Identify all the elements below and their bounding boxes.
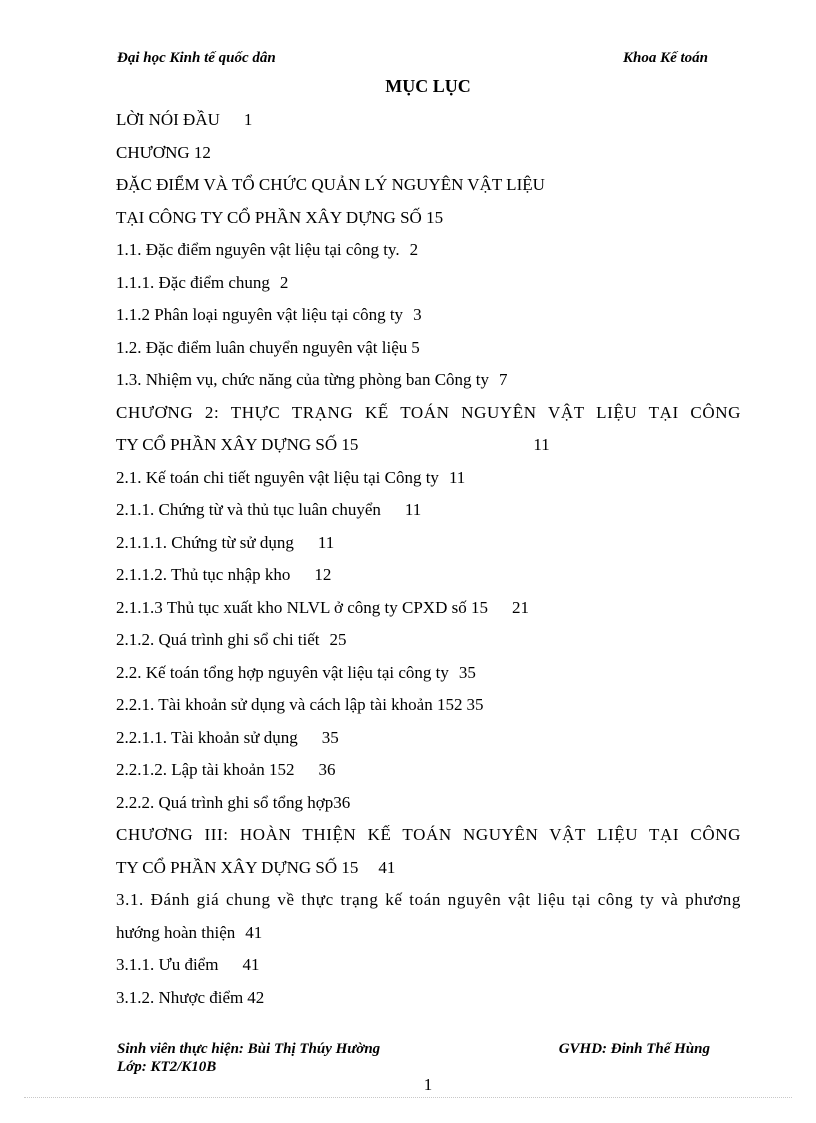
toc-entry-page: 2: [279, 272, 289, 292]
toc-entry-text: 1.1.1. Đặc điểm chung: [116, 272, 270, 292]
footer-class: Lớp: KT2/K10B: [117, 1059, 217, 1075]
toc-entry-text: 2.2.2. Quá trình ghi sổ tổng hợp: [116, 792, 334, 812]
toc-entry: [116, 397, 741, 430]
toc-entry-page: 11: [448, 467, 466, 487]
toc-entry: [116, 332, 741, 365]
toc-entry-text: 2.1.1. Chứng từ và thủ tục luân chuyển: [116, 500, 381, 519]
toc-entry: [116, 852, 741, 885]
page-bottom-divider: [24, 1097, 792, 1098]
toc-entry-page: 21: [511, 597, 529, 617]
toc-entry-text: 1.3. Nhiệm vụ, chức năng của từng phòng ban Công ty: [116, 370, 490, 389]
toc-entry-page: 11: [317, 532, 335, 552]
toc-entry-page: 36: [318, 760, 336, 779]
toc-entry-page: 2: [202, 142, 211, 162]
toc-entry-text: 2.1.1.1. Chứng từ sử dụng: [116, 532, 294, 552]
toc-entry-page: 11: [533, 435, 550, 454]
toc-entry: [116, 917, 741, 950]
toc-entry-text: CHƯƠNG 2: THỰC TRẠNG KẾ TOÁN NGUYÊN VẬT LIỆU TẠI CÔNG: [116, 402, 741, 422]
toc-entry-text: 2.1. Kế toán chi tiết nguyên vật liệu tại Công ty: [116, 467, 439, 487]
toc-entry-text: TY CỔ PHẦN XÂY DỰNG SỐ 15: [116, 435, 359, 454]
toc-entry-text: CHƯƠNG III: HOÀN THIỆN KẾ TOÁN NGUYÊN VẬT LIỆU TẠI CÔNG: [116, 825, 741, 844]
table-of-contents: [116, 104, 741, 1014]
footer-advisor: GVHD: Đinh Thế Hùng: [558, 1041, 710, 1057]
toc-entry-page: 42: [247, 987, 265, 1007]
page-footer: [117, 1040, 710, 1076]
page-number: 1: [423, 1075, 433, 1094]
toc-entry: [116, 137, 741, 170]
toc-entry-page: 2: [409, 240, 419, 259]
toc-entry-page: 35: [321, 727, 339, 747]
toc-entry: [116, 462, 741, 495]
toc-entry: [116, 722, 741, 755]
toc-entry: [116, 104, 741, 137]
toc-entry: [116, 949, 741, 982]
toc-entry-page: 41: [242, 955, 260, 974]
toc-entry: [116, 689, 741, 722]
toc-entry: [116, 624, 741, 657]
toc-entry: [116, 754, 741, 787]
toc-entry-text: 3.1.1. Ưu điểm: [116, 955, 219, 974]
toc-entry: [116, 819, 741, 852]
toc-entry-text: 2.1.1.2. Thủ tục nhập kho: [116, 565, 291, 584]
toc-entry-page: 35: [466, 695, 484, 714]
toc-entry-text: ĐẶC ĐIỂM VÀ TỔ CHỨC QUẢN LÝ NGUYÊN VẬT LIỆU: [116, 175, 545, 194]
toc-entry-text: 3.1. Đánh giá chung về thực trạng kế toán nguyên vật liệu tại công ty và phương: [116, 890, 741, 909]
toc-entry-page: 25: [329, 630, 347, 649]
toc-entry-text: 1.2. Đặc điểm luân chuyển nguyên vật liệu: [116, 337, 408, 357]
toc-entry-page: 12: [314, 565, 332, 584]
toc-entry-page: 3: [413, 305, 422, 324]
header-faculty: Khoa Kế toán: [622, 50, 708, 66]
toc-entry-page: 41: [245, 922, 263, 942]
toc-entry: [116, 299, 741, 332]
toc-entry: [116, 267, 741, 300]
toc-entry-text: 3.1.2. Nhược điểm: [116, 987, 244, 1007]
toc-entry-page: 41: [378, 857, 396, 877]
toc-entry: [116, 429, 741, 462]
toc-entry-text: 2.2.1.2. Lập tài khoản 152: [116, 760, 295, 779]
toc-entry: [116, 527, 741, 560]
toc-entry: [116, 169, 741, 202]
header-university: Đại học Kinh tế quốc dân: [117, 50, 276, 66]
toc-entry-text: 1.1. Đặc điểm nguyên vật liệu tại công ty.: [116, 240, 400, 259]
toc-entry: [116, 884, 741, 917]
toc-entry-page: 7: [499, 370, 508, 389]
toc-entry-page: 1: [243, 110, 253, 129]
toc-entry-text: hướng hoàn thiện: [116, 922, 236, 942]
toc-entry-text: 2.1.1.3 Thủ tục xuất kho NLVL ở công ty CPXD số 15: [116, 597, 488, 617]
toc-entry-page: 35: [458, 662, 476, 682]
toc-entry: [116, 982, 741, 1015]
toc-entry-text: LỜI NÓI ĐẦU: [116, 110, 220, 129]
toc-entry-page: 36: [333, 792, 351, 812]
toc-entry-text: CHƯƠNG 1: [116, 142, 203, 162]
toc-entry: [116, 657, 741, 690]
toc-entry: [116, 592, 741, 625]
toc-entry: [116, 787, 741, 820]
footer-student: Sinh viên thực hiện: Bùi Thị Thúy Hường: [117, 1041, 381, 1057]
toc-entry-page: 11: [404, 500, 422, 519]
toc-entry-text: 2.2. Kế toán tổng hợp nguyên vật liệu tại công ty: [116, 662, 449, 682]
toc-entry: [116, 202, 741, 235]
page-title: MỤC LỤC: [385, 76, 471, 96]
toc-entry-text: 2.2.1. Tài khoản sử dụng và cách lập tài khoản 152: [116, 695, 463, 714]
toc-entry-text: TẠI CÔNG TY CỔ PHẦN XÂY DỰNG SỐ 15: [116, 207, 444, 227]
toc-entry: [116, 364, 741, 397]
toc-entry: [116, 559, 741, 592]
toc-entry-page: 5: [411, 337, 420, 357]
toc-entry: [116, 494, 741, 527]
toc-entry-text: 1.1.2 Phân loại nguyên vật liệu tại công ty: [116, 305, 404, 324]
toc-entry-text: 2.2.1.1. Tài khoản sử dụng: [116, 727, 298, 747]
toc-entry-text: TY CỔ PHẦN XÂY DỰNG SỐ 15: [116, 857, 359, 877]
toc-entry-text: 2.1.2. Quá trình ghi sổ chi tiết: [116, 630, 320, 649]
toc-entry: [116, 234, 741, 267]
